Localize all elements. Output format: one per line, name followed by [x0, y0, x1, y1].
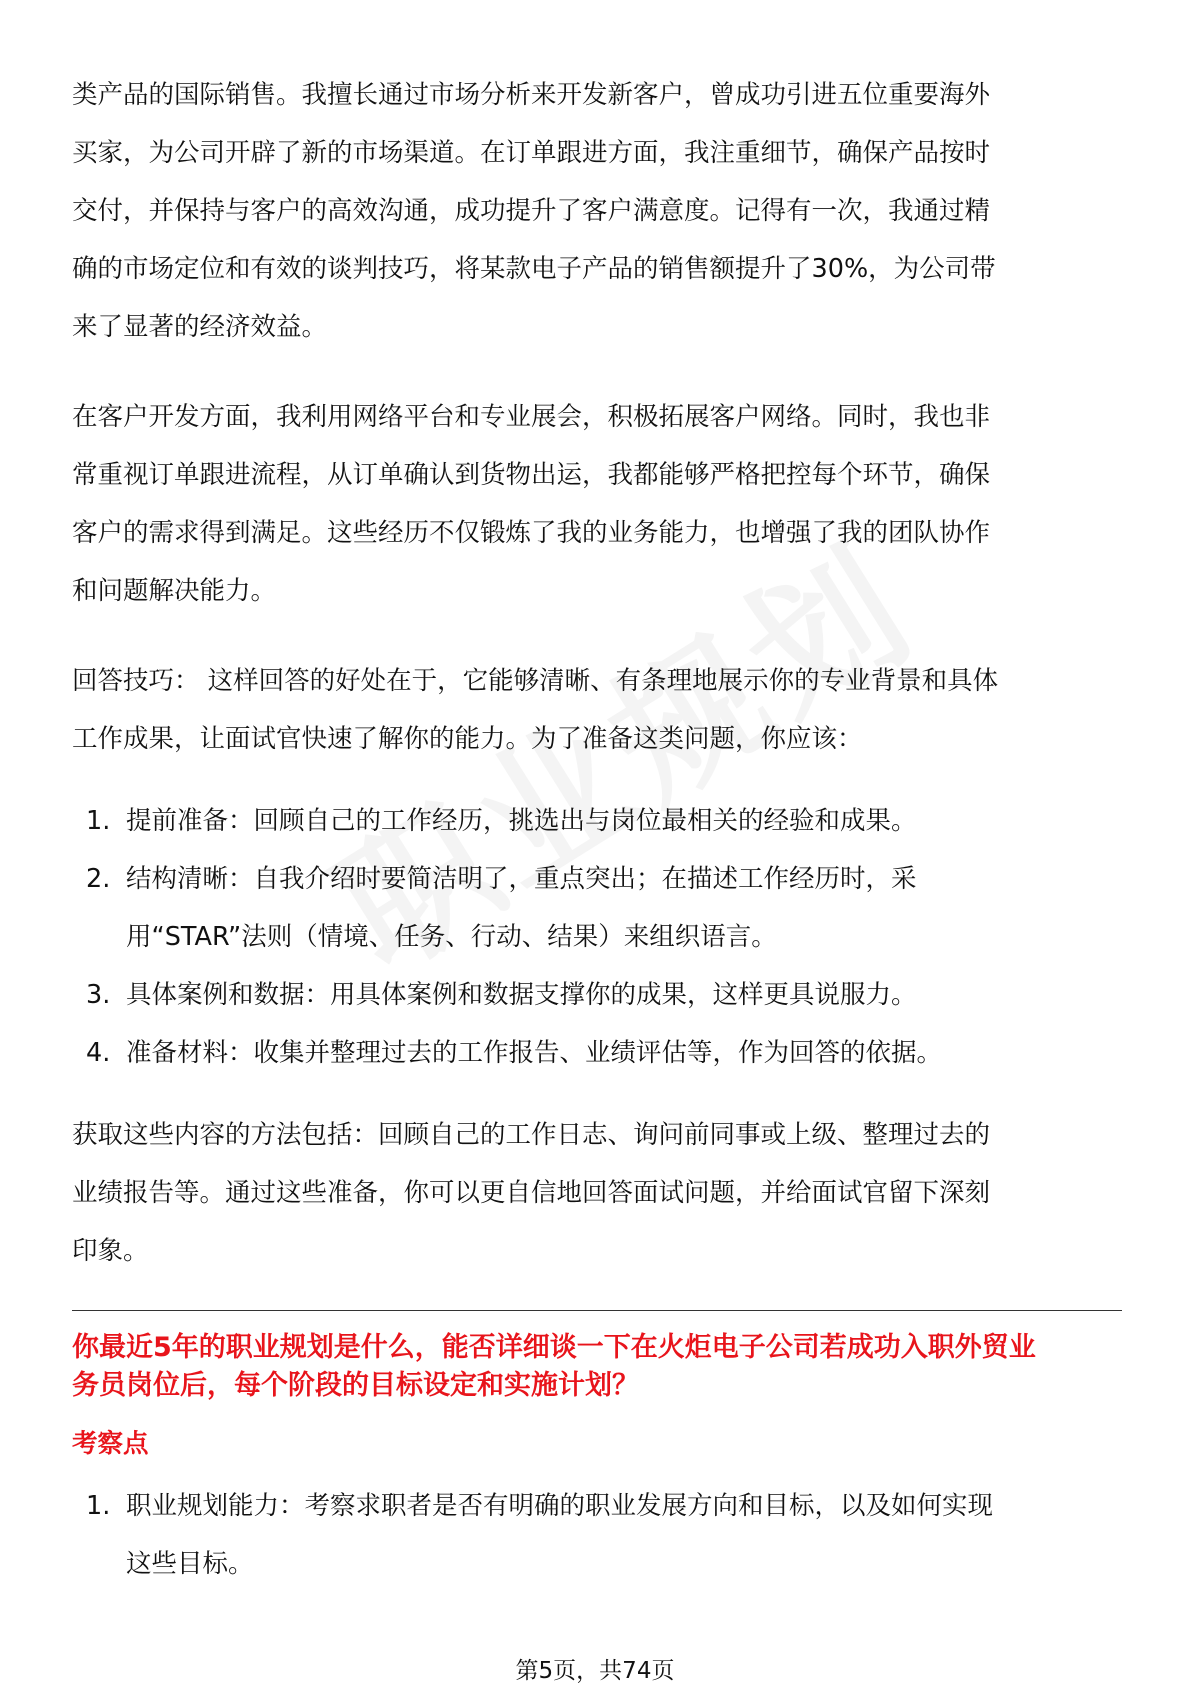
list-text: 准备材料：收集并整理过去的工作报告、业绩评估等，作为回答的依据。 [126, 1038, 943, 1068]
list-number: 1. [86, 806, 111, 836]
list-number: 3. [86, 980, 111, 1010]
text-line: 在客户开发方面，我利用网络平台和专业展会，积极拓展客户网络。同时，我也非 [72, 402, 991, 432]
list-item [72, 850, 1122, 966]
text-line: 客户的需求得到满足。这些经历不仅锻炼了我的业务能力，也增强了我的团队协作 [72, 518, 991, 548]
text-line: 工作成果，让面试官快速了解你的能力。为了准备这类问题，你应该： [72, 724, 863, 754]
list-number: 4. [86, 1038, 111, 1068]
list-item [72, 1024, 1122, 1082]
text-line: 和问题解决能力。 [72, 576, 277, 606]
list-number: 1. [86, 1491, 111, 1521]
paragraph-answer-tips [72, 652, 1122, 768]
section-divider [72, 1310, 1122, 1311]
list-text: 具体案例和数据：用具体案例和数据支撑你的成果，这样更具说服力。 [126, 980, 917, 1010]
list-text: 用“STAR”法则（情境、任务、行动、结果）来组织语言。 [126, 922, 777, 952]
text-line: 业绩报告等。通过这些准备，你可以更自信地回答面试问题，并给面试官留下深刻 [72, 1178, 991, 1208]
page-content [72, 66, 1122, 1593]
text-line: 类产品的国际销售。我擅长通过市场分析来开发新客户，曾成功引进五位重要海外 [72, 80, 991, 110]
interview-question [72, 1329, 1122, 1405]
list-item [72, 966, 1122, 1024]
page-number: 第5页，共74页 [515, 1658, 675, 1684]
section-title: 考察点 [72, 1429, 149, 1459]
list-text: 职业规划能力：考察求职者是否有明确的职业发展方向和目标，以及如何实现 [126, 1491, 994, 1521]
list-text: 结构清晰：自我介绍时要简洁明了，重点突出；在描述工作经历时，采 [126, 864, 917, 894]
text-line: 买家，为公司开辟了新的市场渠道。在订单跟进方面，我注重细节，确保产品按时 [72, 138, 991, 168]
points-list [72, 1477, 1122, 1593]
list-text: 这些目标。 [126, 1549, 254, 1579]
list-text: 提前准备：回顾自己的工作经历，挑选出与岗位最相关的经验和成果。 [126, 806, 917, 836]
paragraph-closing [72, 1106, 1122, 1280]
tips-list [72, 792, 1122, 1082]
text-line: 来了显著的经济效益。 [72, 312, 328, 342]
paragraph-client-development [72, 388, 1122, 620]
text-line: 印象。 [72, 1236, 149, 1266]
list-item [72, 792, 1122, 850]
list-item [72, 1477, 1122, 1593]
text-line: 获取这些内容的方法包括：回顾自己的工作日志、询问前同事或上级、整理过去的 [72, 1120, 991, 1150]
text-line: 交付，并保持与客户的高效沟通，成功提升了客户满意度。记得有一次，我通过精 [72, 196, 991, 226]
list-number: 2. [86, 864, 111, 894]
paragraph-sales-experience [72, 66, 1122, 356]
question-line: 你最近5年的职业规划是什么，能否详细谈一下在火炬电子公司若成功入职外贸业 [72, 1332, 1036, 1363]
text-line: 常重视订单跟进流程，从订单确认到货物出运，我都能够严格把控每个环节，确保 [72, 460, 991, 490]
text-line: 确的市场定位和有效的谈判技巧，将某款电子产品的销售额提升了30%，为公司带 [72, 254, 996, 284]
question-line: 务员岗位后，每个阶段的目标设定和实施计划？ [72, 1370, 639, 1401]
text-line: 回答技巧： 这样回答的好处在于，它能够清晰、有条理地展示你的专业背景和具体 [72, 666, 999, 696]
